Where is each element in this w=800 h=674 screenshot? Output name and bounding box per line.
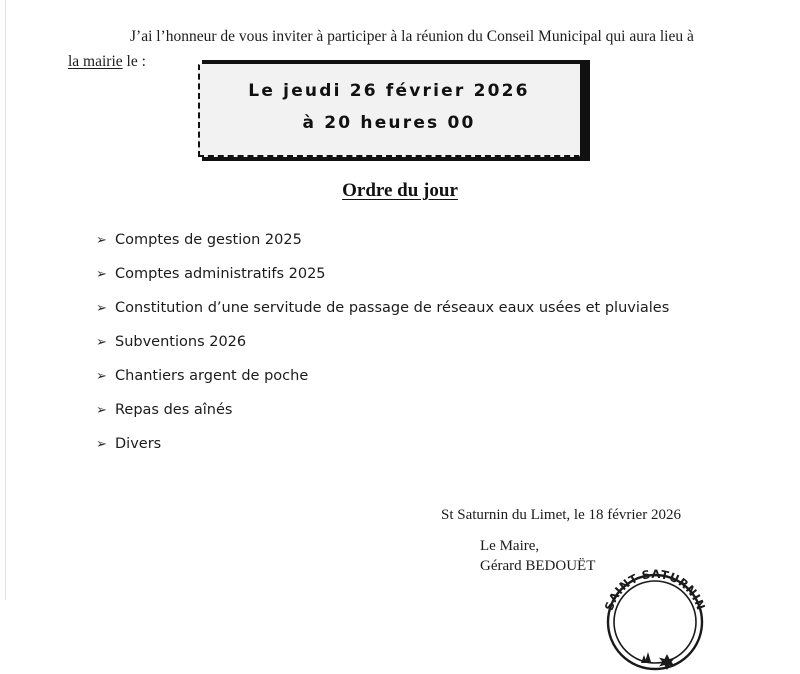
agenda-item-label: Chantiers argent de poche bbox=[115, 368, 309, 384]
agenda-item-label: Comptes de gestion 2025 bbox=[115, 232, 302, 248]
agenda-item-label: Divers bbox=[115, 436, 162, 452]
svg-text:SAINT-SATURNIN: SAINT-SATURNIN bbox=[601, 566, 709, 613]
official-stamp bbox=[601, 566, 709, 674]
list-item bbox=[96, 300, 756, 334]
date-box-content bbox=[198, 60, 580, 153]
meeting-time-text: à 20 heures 00 bbox=[302, 112, 476, 133]
list-item bbox=[96, 436, 756, 470]
intro-line-2-tail: le : bbox=[122, 52, 146, 70]
meeting-date-text: Le jeudi 26 février 2026 bbox=[248, 80, 530, 101]
arrow-bullet-icon: ➢ bbox=[96, 301, 107, 316]
arrow-bullet-icon: ➢ bbox=[96, 369, 107, 384]
arrow-bullet-icon: ➢ bbox=[96, 335, 107, 350]
signature-role: Le Maire, bbox=[480, 538, 540, 554]
meeting-date-box bbox=[198, 60, 590, 164]
arrow-bullet-icon: ➢ bbox=[96, 233, 107, 248]
intro-line-1: J’ai l’honneur de vous inviter à participer à la réunion du Conseil Municipal qui aura lieu à bbox=[130, 27, 694, 45]
intro-underlined-place: la mairie bbox=[68, 52, 123, 70]
arrow-bullet-icon: ➢ bbox=[96, 267, 107, 282]
agenda-item-label: Constitution d’une servitude de passage de réseaux eaux usées et pluviales bbox=[115, 300, 670, 316]
list-item bbox=[96, 232, 756, 266]
list-item bbox=[96, 334, 756, 368]
arrow-bullet-icon: ➢ bbox=[96, 403, 107, 418]
agenda-list bbox=[96, 232, 756, 470]
stamp-seal-icon bbox=[601, 566, 709, 674]
signature-place-date: St Saturnin du Limet, le 18 février 2026 bbox=[441, 507, 681, 523]
page-edge-line bbox=[5, 0, 6, 600]
agenda-item-label: Repas des aînés bbox=[115, 402, 233, 418]
agenda-item-label: Comptes administratifs 2025 bbox=[115, 266, 326, 282]
list-item bbox=[96, 402, 756, 436]
agenda-heading-label: Ordre du jour bbox=[342, 180, 458, 201]
agenda-heading bbox=[0, 180, 800, 202]
arrow-bullet-icon: ➢ bbox=[96, 437, 107, 452]
signature-name: Gérard BEDOUËT bbox=[480, 558, 596, 574]
agenda-item-label: Subventions 2026 bbox=[115, 334, 247, 350]
list-item bbox=[96, 368, 756, 402]
list-item bbox=[96, 266, 756, 300]
